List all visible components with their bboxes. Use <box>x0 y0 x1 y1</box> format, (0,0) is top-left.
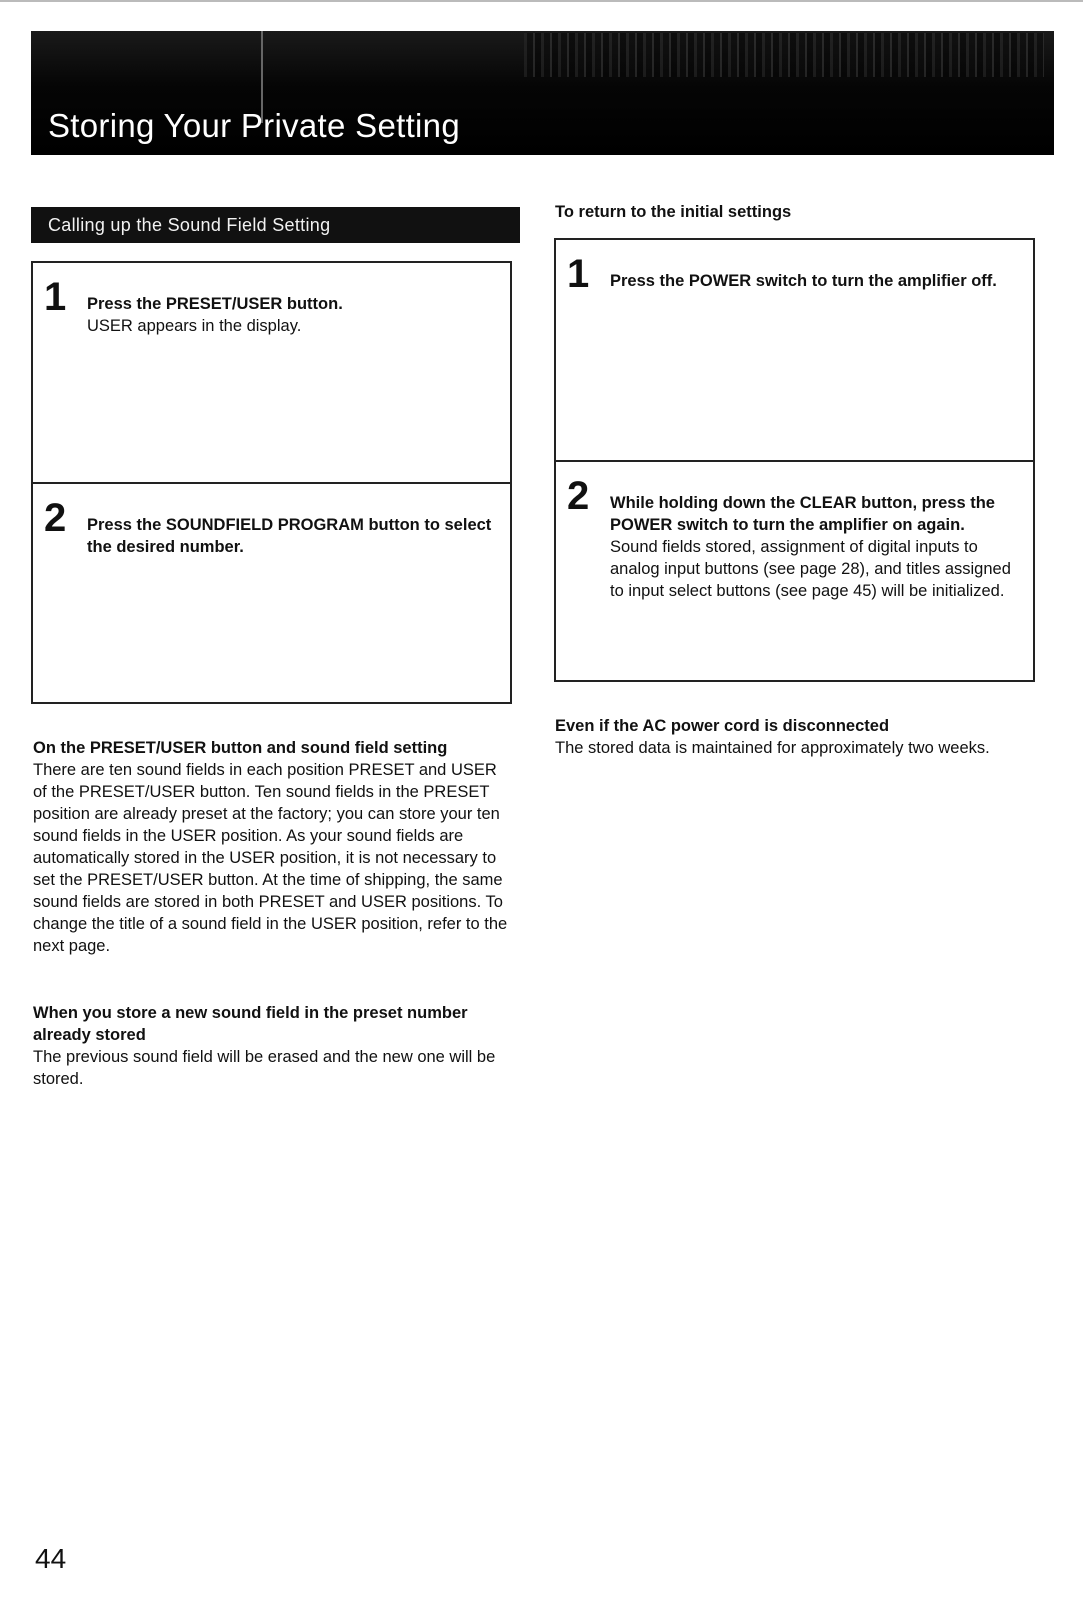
note-body: The previous sound field will be erased and the new one will be stored. <box>33 1048 496 1088</box>
step-text <box>87 293 498 337</box>
title-banner <box>31 31 1054 155</box>
left-step-2 <box>33 482 510 702</box>
step-text <box>87 514 498 558</box>
step-number: 2 <box>567 474 590 518</box>
step-number: 2 <box>44 496 67 540</box>
step-detail: USER appears in the display. <box>87 317 302 335</box>
left-step-1 <box>33 263 510 483</box>
left-steps-box <box>31 261 512 704</box>
right-step-2 <box>556 460 1033 680</box>
note-heading: When you store a new sound field in the preset number already stored <box>33 1004 468 1044</box>
right-steps-box <box>554 238 1035 682</box>
section-title-bar <box>31 207 520 243</box>
step-number: 1 <box>44 275 67 319</box>
note-preset-user <box>33 737 515 957</box>
top-rule <box>0 0 1083 2</box>
banner-texture <box>524 33 1044 77</box>
step-instruction: While holding down the CLEAR button, press the POWER switch to turn the amplifier on again. <box>610 494 995 534</box>
step-text <box>610 492 1021 602</box>
return-initial-heading: To return to the initial settings <box>555 203 792 221</box>
note-heading: On the PRESET/USER button and sound field setting <box>33 739 448 757</box>
note-body: The stored data is maintained for approximately two weeks. <box>555 739 990 757</box>
step-detail: Sound fields stored, assignment of digital inputs to analog input buttons (see page 28), and titles assigned to input select buttons (see page 45) will be initialized. <box>610 538 1011 600</box>
note-body: There are ten sound fields in each position PRESET and USER of the PRESET/USER button. Ten sound fields in the PRESET position are already preset at the factory; you can store your ten sound fields in the USER position. As your sound fields are automatically stored in the USER position, it is not necessary to set the PRESET/USER button. At the time of shipping, the same sound fields are stored in both PRESET and USER positions. To change the title of a sound field in the USER position, refer to the next page. <box>33 761 508 955</box>
note-heading: Even if the AC power cord is disconnected <box>555 717 890 735</box>
step-instruction: Press the PRESET/USER button. <box>87 295 343 313</box>
page-title: Storing Your Private Setting <box>48 107 460 144</box>
step-instruction: Press the SOUNDFIELD PROGRAM button to select the desired number. <box>87 516 492 556</box>
step-instruction: Press the POWER switch to turn the amplifier off. <box>610 272 997 290</box>
note-ac-power <box>555 715 1025 759</box>
page-number: 44 <box>35 1543 67 1574</box>
note-store-new <box>33 1002 515 1090</box>
step-text <box>610 270 1021 292</box>
right-step-1 <box>556 240 1033 461</box>
section-title: Calling up the Sound Field Setting <box>48 215 331 235</box>
step-number: 1 <box>567 252 590 296</box>
